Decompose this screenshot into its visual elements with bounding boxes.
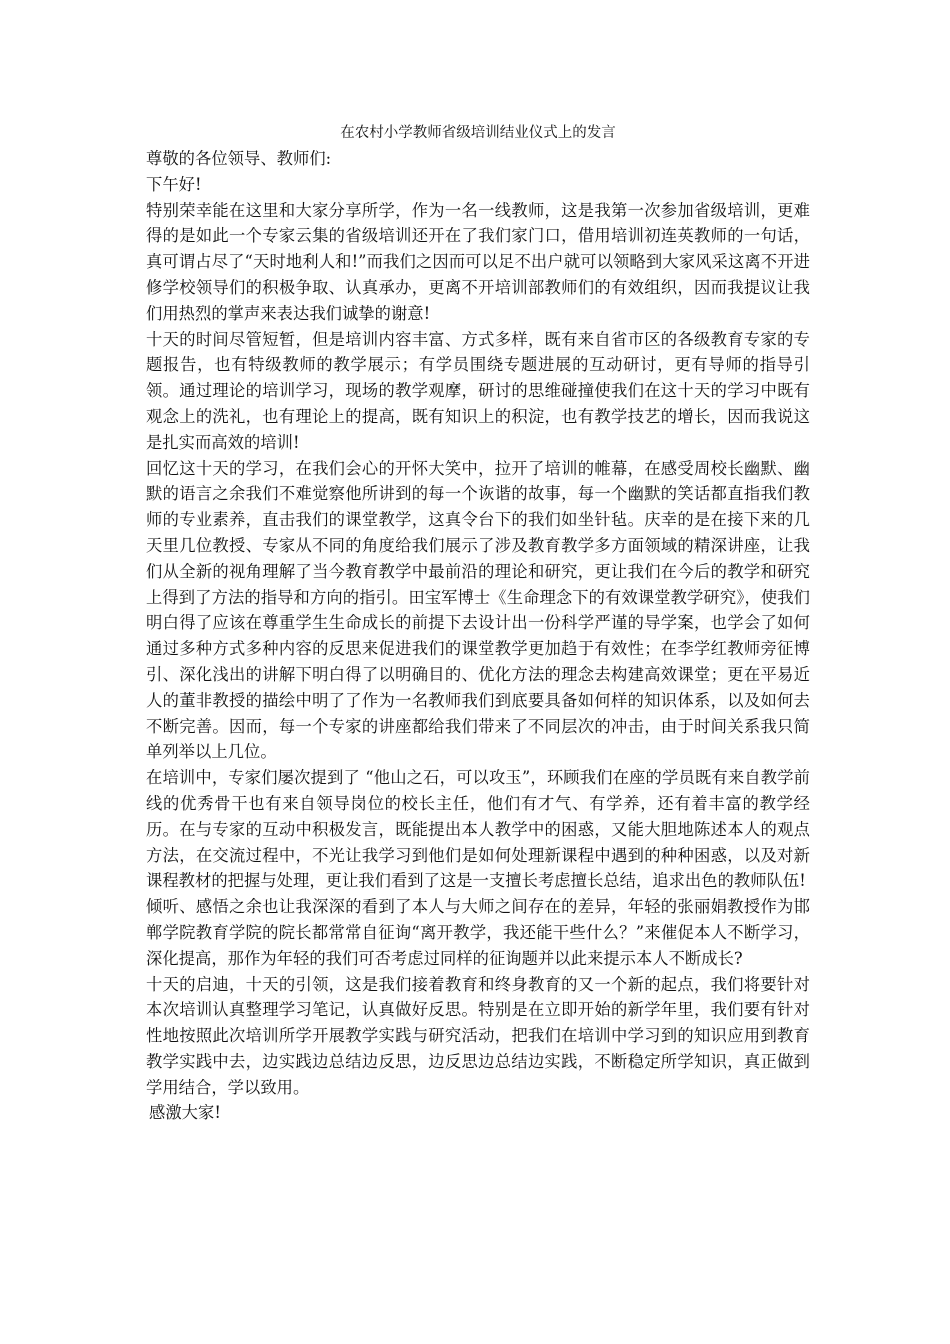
paragraph: 在培训中，专家们屡次提到了 “他山之石，可以攻玉”，环顾我们在座的学员既有来自教学前线的优秀骨干也有来自领导岗位的校长主任，他们有才气、有学养，还有着丰富的教学经历。在与专家的互动中积极发言，既能提出本人教学中的困惑，又能大胆地陈述本人的观点方法，在交流过程中，不光让我学习到他们是如何处理新课程中遇到的种种困惑，以及对新课程教材的把握与处理，更让我们看到了这是一支擅长考虑擅长总结，追求出色的教师队伍! <box>146 768 810 891</box>
greeting: 下午好! <box>146 174 202 194</box>
closing-line: 感激大家! <box>149 1103 221 1123</box>
document-title: 在农村小学教师省级培训结业仪式上的发言 <box>340 125 616 141</box>
paragraph: 特别荣幸能在这里和大家分享所学，作为一名一线教师，这是我第一次参加省级培训，更难得的是如此一个专家云集的省级培训还开在了我们家门口，借用培训初连英教师的一句话，真可谓占尽了“天时地利人和!”而我们之因而可以足不出户就可以领略到大家风采这离不开进修学校领导们的积极争取、认真承办，更离不开培训部教师们的有效组织，因而我提议让我们用热烈的掌声来表达我们诚挚的谢意! <box>146 200 810 323</box>
paragraph: 十天的启迪，十天的引领，这是我们接着教育和终身教育的又一个新的起点，我们将要针对本次培训认真整理学习笔记，认真做好反思。特别是在立即开始的新学年里，我们要有针对性地按照此次培训所学开展教学实践与研究活动，把我们在培训中学习到的知识应用到教育教学实践中去，边实践边总结边反思，边反思边总结边实践，不断稳定所学知识，真正做到学用结合，学以致用。 <box>146 974 810 1097</box>
paragraph: 回忆这十天的学习，在我们会心的开怀大笑中，拉开了培训的帷幕，在感受周校长幽默、幽默的语言之余我们不难觉察他所讲到的每一个诙谐的故事，每一个幽默的笑话都直指我们教师的专业素养，直击我们的课堂教学，这真令台下的我们如坐针毡。庆幸的是在接下来的几天里几位教授、专家从不同的角度给我们展示了涉及教育教学多方面领域的精深讲座，让我们从全新的视角理解了当今教育教学中最前沿的理论和研究，更让我们在今后的教学和研究上得到了方法的指导和方向的指引。田宝军博士《生命理念下的有效课堂教学研究》，使我们明白得了应该在尊重学生生命成长的前提下去设计出一份科学严谨的导学案，也学会了如何通过多种方式多种内容的反思来促进我们的课堂教学更加趋于有效性；在李学红教师旁征博引、深化浅出的讲解下明白得了以明确目的、优化方法的理念去构建高效课堂；更在平易近人的董非教授的描绘中明了了作为一名教师我们到底要具备如何样的知识体系，以及如何去不断完善。因而，每一个专家的讲座都给我们带来了不同层次的冲击，由于时间关系我只简单列举以上几位。 <box>146 458 810 762</box>
paragraph: 倾听、感悟之余也让我深深的看到了本人与大师之间存在的差异，年轻的张丽娟教授作为邯郸学院教育学院的院长都常常自征询“离开教学，我还能干些什么？”来催促本人不断学习，深化提高，那作为年轻的我们可否考虑过同样的征询题并以此来提示本人不断成长? <box>146 897 810 968</box>
salutation: 尊敬的各位领导、教师们: <box>146 149 332 168</box>
document-page <box>146 122 810 1126</box>
paragraph: 十天的时间尽管短暂，但是培训内容丰富、方式多样，既有来自省市区的各级教育专家的专题报告，也有特级教师的教学展示；有学员围绕专题进展的互动研讨，更有导师的指导引领。通过理论的培训学习，现场的教学观摩，研讨的思维碰撞使我们在这十天的学习中既有观念上的洗礼，也有理论上的提高，既有知识上的积淀，也有教学技艺的增长，因而我说这是扎实而高效的培训! <box>146 329 810 452</box>
